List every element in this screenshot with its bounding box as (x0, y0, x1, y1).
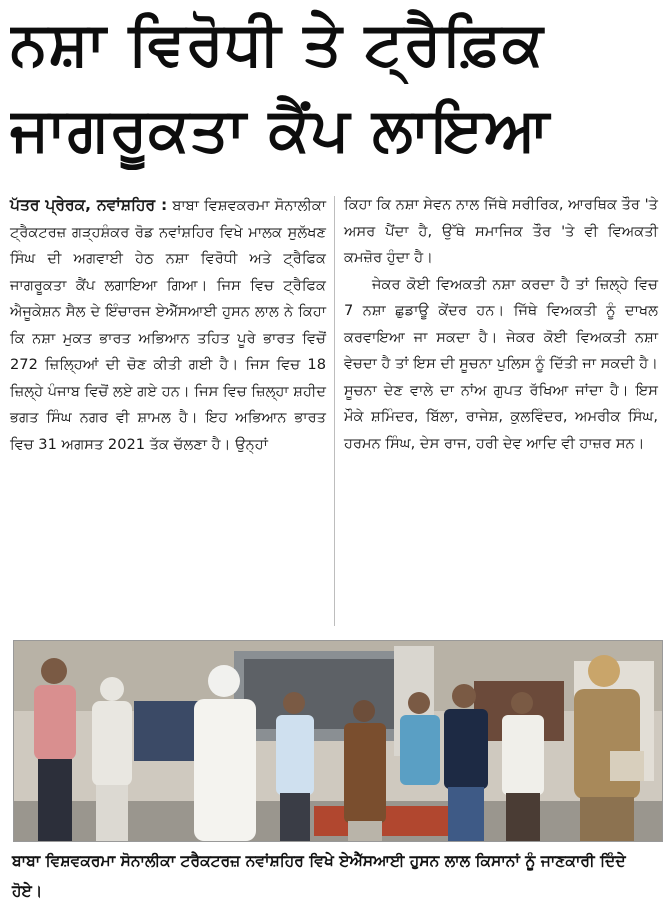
article-paragraph-1b: ਕਿਹਾ ਕਿ ਨਸ਼ਾ ਸੇਵਨ ਨਾਲ ਜਿੱਥੇ ਸਰੀਰਿਕ, ਆਰਥਿਕ ਤੌਰ 'ਤੇ ਅਸਰ ਪੈਂਦਾ ਹੈ, ਉੱਥੇ ਸਮਾਜਿਕ ਤੌਰ 'ਤੇ ਵੀ ਵਿਅਕਤੀ ਕਮਜ਼ੋਰ ਹੁੰਦਾ ਹੈ। (344, 196, 658, 266)
article-paragraph-2: ਜੇਕਰ ਕੋਈ ਵਿਅਕਤੀ ਨਸ਼ਾ ਕਰਦਾ ਹੈ ਤਾਂ ਜ਼ਿਲ੍ਹੇ ਵਿਚ 7 ਨਸ਼ਾ ਛੁਡਾਊ ਕੇਂਦਰ ਹਨ। ਜਿੱਥੇ ਵਿਅਕਤੀ ਨੂੰ ਦਾਖਲ ਕਰਵਾਇਆ ਜਾ ਸਕਦਾ ਹੈ। ਜੇਕਰ ਕੋਈ ਵਿਅਕਤੀ ਨਸ਼ਾ ਵੇਚਦਾ ਹੈ ਤਾਂ ਇਸ ਦੀ ਸੂਚਨਾ ਪੁਲਿਸ ਨੂੰ ਦਿੱਤੀ ਜਾ ਸਕਦੀ ਹੈ। ਸੂਚਨਾ ਦੇਣ ਵਾਲੇ ਦਾ ਨਾਂਅ ਗੁਪਤ ਰੱਖਿਆ ਜਾਂਦਾ ਹੈ। ਇਸ ਮੌਕੇ ਸ਼ਮਿੰਦਰ, ਬਿੱਲਾ, ਰਾਜੇਸ਼, ਕੁਲਵਿੰਦਰ, ਅਮਰੀਕ ਸਿੰਘ, ਹਰਮਨ ਸਿੰਘ, ਦੇਸ ਰਾਜ, ਹਰੀ ਦੇਵ ਆਦਿ ਵੀ ਹਾਜ਼ਰ ਸਨ। (344, 275, 658, 452)
person-2 (92, 677, 132, 841)
news-photo (13, 640, 663, 842)
headline-line-2: ਜਾਗਰੂਕਤਾ ਕੈਂਪ ਲਾਇਆ (10, 95, 551, 165)
article-paragraph-1a (10, 192, 326, 458)
photo-illustration (14, 641, 662, 841)
byline: ਪੱਤਰ ਪ੍ਰੇਰਕ, ਨਵਾਂਸ਼ਹਿਰ : (10, 196, 168, 214)
article-column-left (10, 192, 326, 458)
person-1 (34, 658, 76, 841)
headline-line-1: ਨਸ਼ਾ ਵਿਰੋਧੀ ਤੇ ਟ੍ਰੈਫ਼ਿਕ (10, 9, 544, 79)
column-divider (334, 196, 335, 626)
photo-caption: ਬਾਬਾ ਵਿਸ਼ਵਕਰਮਾ ਸੋਨਾਲੀਕਾ ਟਰੈਕਟਰਜ਼ ਨਵਾਂਸ਼ਹਿਰ ਵਿਖੇ ਏਐੱਸਆਈ ਹੁਸਨ ਲਾਲ ਕਿਸਾਨਾਂ ਨੂੰ ਜਾਣਕਾਰੀ ਦਿੰਦੇ ਹੋਏ। (12, 852, 626, 900)
paragraph-1-left-text: ਬਾਬਾ ਵਿਸ਼ਵਕਰਮਾ ਸੋਨਾਲੀਕਾ ਟ੍ਰੈਕਟਰਜ਼ ਗੜ੍ਹਸ਼ੰਕਰ ਰੋਡ ਨਵਾਂਸ਼ਹਿਰ ਵਿਖੇ ਮਾਲਕ ਸੁਲੱਖਣ ਸਿੰਘ ਦੀ ਅਗਵਾਈ ਹੇਠ ਨਸ਼ਾ ਵਿਰੋਧੀ ਅਤੇ ਟ੍ਰੈਫਿਕ ਜਾਗਰੂਕਤਾ ਕੈਂਪ ਲਗਾਇਆ ਗਿਆ। ਜਿਸ ਵਿਚ ਟ੍ਰੈਫਿਕ ਐਜੂਕੇਸ਼ਨ ਸੈਲ ਦੇ ਇੰਚਾਰਜ ਏਐੱਸਆਈ ਹੁਸਨ ਲਾਲ ਨੇ ਕਿਹਾ ਕਿ ਨਸ਼ਾ ਮੁਕਤ ਭਾਰਤ ਅਭਿਆਨ ਤਹਿਤ ਪੂਰੇ ਭਾਰਤ ਵਿਚੋਂ 272 ਜ਼ਿਲ੍ਹਿਆਂ ਦੀ ਚੋਣ ਕੀਤੀ ਗਈ ਹੈ। ਜਿਸ ਵਿਚ 18 ਜ਼ਿਲ੍ਹੇ ਪੰਜਾਬ ਵਿਚੋਂ ਲਏ ਗਏ ਹਨ। ਜਿਸ ਵਿਚ ਜ਼ਿਲ੍ਹਾ ਸ਼ਹੀਦ ਭਗਤ ਸਿੰਘ ਨਗਰ ਵੀ ਸ਼ਾਮਲ ਹੈ। ਇਹ ਅਭਿਆਨ ਭਾਰਤ ਵਿਚ 31 ਅਗਸਤ 2021 ਤੱਕ ਚੱਲਣਾ ਹੈ। ਉਨ੍ਹਾਂ (10, 197, 327, 453)
article-column-right (344, 192, 658, 457)
